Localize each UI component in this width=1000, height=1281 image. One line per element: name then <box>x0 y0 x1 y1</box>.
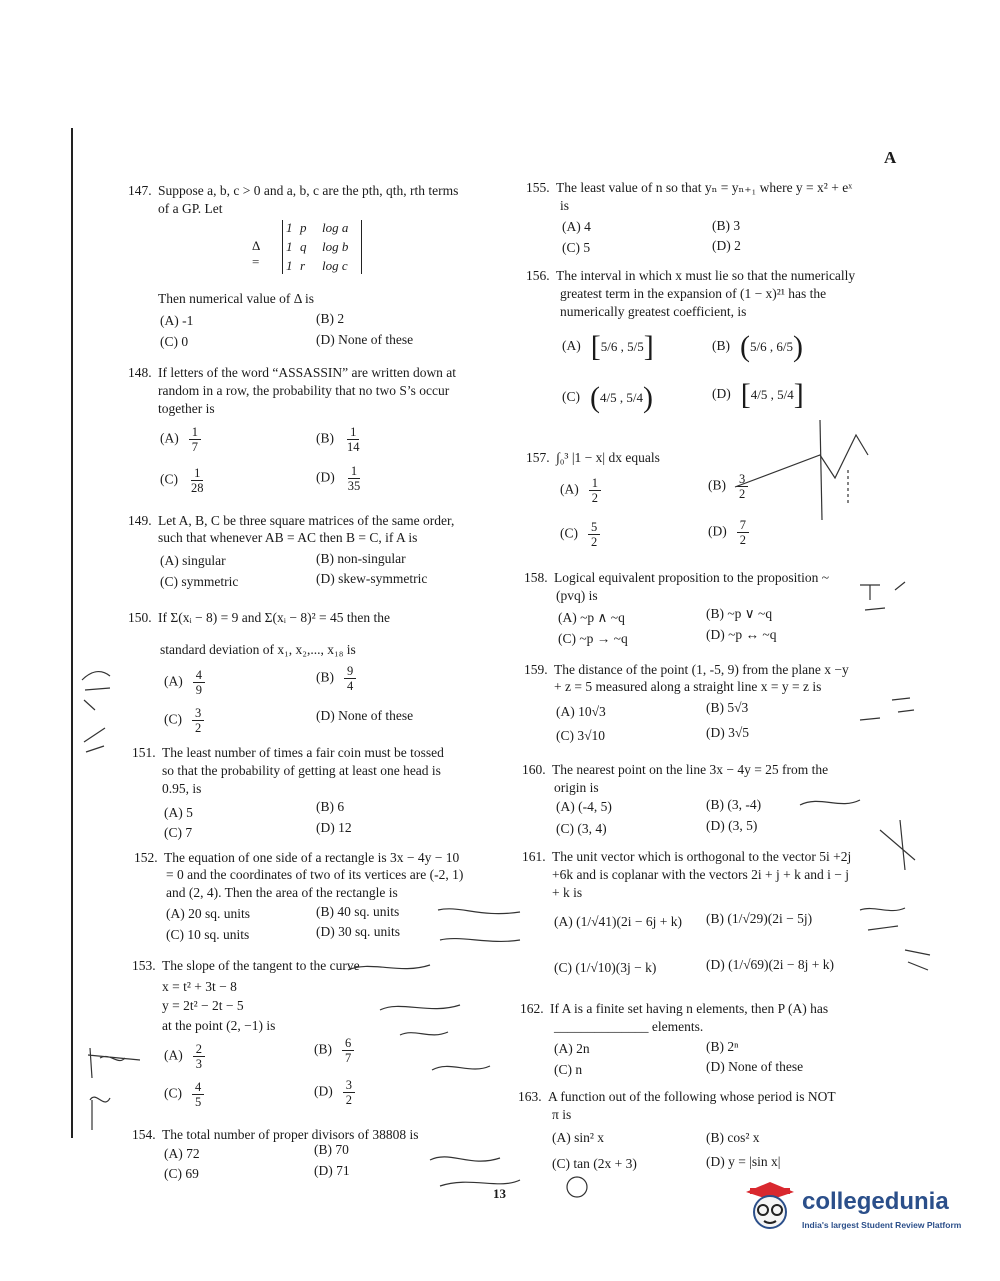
q157-option-d: (D) $\frac{7}{2}$ <box>708 518 749 547</box>
q155-stem-2: is <box>560 198 570 213</box>
q163-option-a: (A) sin² x <box>552 1130 605 1145</box>
q153-option-b: (B) $\frac{6}{7}$ <box>314 1036 354 1065</box>
q158-option-a: (A) ~p ∧ ~q <box>558 610 625 625</box>
q156-stem: 156. The interval in which x must lie so that the numerically <box>526 268 856 283</box>
q149-stem: 149. Let A, B, C be three square matrices of the same order, <box>128 513 455 528</box>
q149-option-d: (D) skew-symmetric <box>316 571 428 586</box>
q159-option-c: (C) 3√10 <box>556 728 606 743</box>
q159-stem: 159. The distance of the point (1, -5, 9) from the plane x −y <box>524 662 849 677</box>
q148-option-d: (D) $\frac{1}{35}$ <box>316 464 361 493</box>
q149-stem-2: such that whenever AB = AC then B = C, if A is <box>158 530 418 545</box>
q154-option-d: (D) 71 <box>314 1163 350 1178</box>
q155-option-c: (C) 5 <box>562 240 591 255</box>
q153-stem-4: at the point (2, −1) is <box>162 1018 276 1033</box>
q148-option-c: (C) $\frac{1}{28}$ <box>160 466 204 495</box>
q151-option-d: (D) 12 <box>316 820 352 835</box>
q163-stem-2: π is <box>552 1107 572 1122</box>
graph-sketch <box>735 435 868 487</box>
q159-option-a: (A) 10√3 <box>556 704 606 719</box>
q151-option-a: (A) 5 <box>164 805 193 820</box>
page-number: 13 <box>493 1186 506 1201</box>
q163-stem: 163. A function out of the following whose period is NOT <box>518 1089 836 1104</box>
q161-stem-3: + k is <box>552 885 583 900</box>
q158-stem: 158. Logical equivalent proposition to the proposition ~ <box>524 570 830 585</box>
q151-option-b: (B) 6 <box>316 799 345 814</box>
q151-stem-2: so that the probability of getting at least one head is <box>162 763 441 778</box>
truth-table-marks <box>860 582 905 610</box>
q153-stem-3: y = 2t² − 2t − 5 <box>162 998 244 1013</box>
q155-option-b: (B) 3 <box>712 218 741 233</box>
set-code: A <box>884 148 897 167</box>
q162-stem: 162. If A is a finite set having n elements, then P (A) has <box>520 1001 829 1016</box>
q151-stem-3: 0.95, is <box>162 781 202 796</box>
q147-option-a: (A) -1 <box>160 313 194 328</box>
q149-option-c: (C) symmetric <box>160 574 239 589</box>
q161-option-d: (D) (1/√69)(2i − 8j + k) <box>706 957 834 972</box>
mascot-icon <box>742 1180 800 1238</box>
q157-option-a: (A) $\frac{1}{2}$ <box>560 476 601 505</box>
q160-stem: 160. The nearest point on the line 3x − 4y = 25 from the <box>522 762 829 777</box>
q156-stem-3: numerically greatest coefficient, is <box>560 304 747 319</box>
q162-option-d: (D) None of these <box>706 1059 804 1074</box>
q150-option-c: (C) $\frac{3}{2}$ <box>164 706 204 735</box>
q159-stem-2: + z = 5 measured along a straight line x = y = z is <box>554 679 822 694</box>
q152-stem-3: and (2, 4). Then the area of the rectangle is <box>166 885 398 900</box>
q150-stem-2: standard deviation of x₁, x₂,..., x₁₈ is <box>160 642 356 657</box>
q150-option-d: (D) None of these <box>316 708 414 723</box>
q158-option-c: (C) ~p → ~q <box>558 631 628 646</box>
q159-option-d: (D) 3√5 <box>706 725 750 740</box>
q154-option-b: (B) 70 <box>314 1142 349 1157</box>
q156-option-a: (A) [ 5/6 , 5/5 ] <box>562 330 654 363</box>
q154-option-c: (C) 69 <box>164 1166 199 1181</box>
q152-option-a: (A) 20 sq. units <box>166 906 250 921</box>
q160-option-c: (C) (3, 4) <box>556 821 607 836</box>
q152-stem: 152. The equation of one side of a rectangle is 3x − 4y − 10 <box>134 850 460 865</box>
margin-scribble-153 <box>88 1048 140 1078</box>
rough-work-152 <box>438 909 520 942</box>
q153-option-c: (C) $\frac{4}{5}$ <box>164 1080 204 1109</box>
q152-option-c: (C) 10 sq. units <box>166 927 250 942</box>
q153-option-a: (A) $\frac{2}{3}$ <box>164 1042 205 1071</box>
q152-option-b: (B) 40 sq. units <box>316 904 400 919</box>
q162-option-a: (A) 2n <box>554 1041 590 1056</box>
q155-stem: 155. The least value of n so that yₙ = yₙ₊₁ where y = x² + eˣ <box>526 180 853 195</box>
q147-stem: 147. Suppose a, b, c > 0 and a, b, c are the pth, qth, rth terms <box>128 183 459 198</box>
q160-option-d: (D) (3, 5) <box>706 818 758 833</box>
q148-stem: 148. If letters of the word “ASSASSIN” are written down at <box>128 365 457 380</box>
q158-option-d: (D) ~p ↔ ~q <box>706 627 777 642</box>
q148-option-a: (A) $\frac{1}{7}$ <box>160 425 201 454</box>
q148-stem-2: random in a row, the probability that no two S’s occur <box>158 383 450 398</box>
q159-option-b: (B) 5√3 <box>706 700 749 715</box>
q148-option-b: (B) $\frac{1}{14}$ <box>316 425 360 454</box>
margin-scribble-150 <box>82 672 110 710</box>
q161-option-a: (A) (1/√41)(2i − 6j + k) <box>554 914 682 929</box>
q163-option-d: (D) y = |sin x| <box>706 1154 781 1169</box>
q157-stem: 157. ∫₀³ |1 − x| dx equals <box>526 450 660 465</box>
q154-option-a: (A) 72 <box>164 1146 200 1161</box>
collegedunia-logo <box>742 1180 970 1240</box>
q152-stem-2: = 0 and the coordinates of two of its vertices are (-2, 1) <box>166 867 464 882</box>
q163-option-b: (B) cos² x <box>706 1130 760 1145</box>
q156-stem-2: greatest term in the expansion of (1 − x)²¹ has the <box>560 286 827 301</box>
q155-option-a: (A) 4 <box>562 219 591 234</box>
q162-stem-2: ______________ elements. <box>554 1019 704 1034</box>
q157-option-c: (C) $\frac{5}{2}$ <box>560 520 600 549</box>
logo-tagline: India's largest Student Review Platform <box>802 1220 962 1230</box>
q160-stem-2: origin is <box>554 780 599 795</box>
q161-stem: 161. The unit vector which is orthogonal to the vector 5i +2j <box>522 849 852 864</box>
q160-option-b: (B) (3, -4) <box>706 797 762 812</box>
q149-option-a: (A) singular <box>160 553 226 568</box>
q147-stem-3: Then numerical value of Δ is <box>158 291 315 306</box>
q147-option-d: (D) None of these <box>316 332 414 347</box>
q163-option-c: (C) tan (2x + 3) <box>552 1156 637 1171</box>
q156-option-d: (D) [ 4/5 , 5/4 ] <box>712 378 804 411</box>
q161-option-b: (B) (1/√29)(2i − 5j) <box>706 911 813 926</box>
q148-stem-3: together is <box>158 401 215 416</box>
q158-option-b: (B) ~p ∨ ~q <box>706 606 773 621</box>
q150-option-b: (B) $\frac{9}{4}$ <box>316 664 356 693</box>
q153-stem-2: x = t² + 3t − 8 <box>162 979 237 994</box>
q155-option-d: (D) 2 <box>712 238 741 253</box>
q152-option-d: (D) 30 sq. units <box>316 924 400 939</box>
logo-name: collegedunia <box>802 1188 949 1215</box>
q150-stem: 150. If Σ(xᵢ − 8) = 9 and Σ(xᵢ − 8)² = 45 then the <box>128 610 390 625</box>
q158-stem-2: (pvq) is <box>556 588 598 603</box>
q147-stem-2: of a GP. Let <box>158 201 223 216</box>
q157-option-b: (B) $\frac{3}{2}$ <box>708 472 748 501</box>
q147-option-b: (B) 2 <box>316 311 345 326</box>
q147-option-c: (C) 0 <box>160 334 189 349</box>
q161-stem-2: +6k and is coplanar with the vectors 2i + j + k and i − j <box>552 867 850 882</box>
q154-stem: 154. The total number of proper divisors of 38808 is <box>132 1127 419 1142</box>
q156-option-c: (C) ( 4/5 , 5/4 ) <box>562 381 653 414</box>
q151-option-c: (C) 7 <box>164 825 193 840</box>
q160-option-a: (A) (-4, 5) <box>556 799 612 814</box>
q162-option-c: (C) n <box>554 1062 583 1077</box>
q153-option-d: (D) $\frac{3}{2}$ <box>314 1078 355 1107</box>
q151-stem: 151. The least number of times a fair coin must be tossed <box>132 745 444 760</box>
q156-option-b: (B) ( 5/6 , 6/5 ) <box>712 330 803 363</box>
q149-option-b: (B) non-singular <box>316 551 406 566</box>
q153-stem: 153. The slope of the tangent to the curve <box>132 958 360 973</box>
q161-option-c: (C) (1/√10)(3j − k) <box>554 960 657 975</box>
q150-option-a: (A) $\frac{4}{9}$ <box>164 668 205 697</box>
q162-option-b: (B) 2ⁿ <box>706 1039 739 1054</box>
